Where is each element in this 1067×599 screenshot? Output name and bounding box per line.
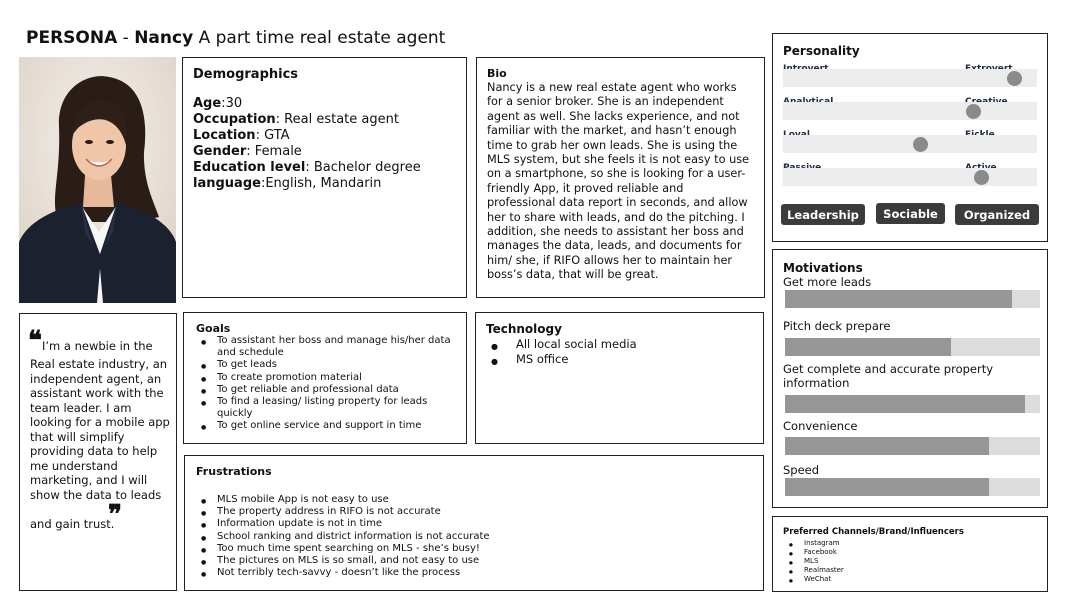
goal-item: ● To create promotion material	[196, 372, 454, 384]
motivation-bar-fill	[785, 290, 1012, 308]
quote-last-line: and gain trust.	[30, 517, 115, 531]
technology-title: Technology	[486, 322, 562, 336]
demographics-separator: :	[246, 144, 255, 159]
motivations-card	[772, 249, 1048, 508]
channel-item: ● WeChat	[783, 575, 1037, 584]
technology-card	[475, 312, 764, 444]
demographics-label: Gender	[193, 144, 247, 159]
demographics-row	[193, 96, 456, 112]
motivation-bar	[785, 437, 1040, 455]
motivation-label: Pitch deck prepare	[783, 319, 891, 333]
channel-item: ● Realmaster	[783, 566, 1037, 575]
channels-list	[783, 539, 1037, 584]
frustrations-card	[184, 455, 764, 591]
demographics-value: GTA	[264, 128, 290, 143]
motivation-label: Get complete and accurate property information	[783, 362, 994, 390]
open-quote-icon: ❝	[28, 326, 42, 356]
close-quote-icon: ❞	[108, 500, 122, 530]
frustrations-list	[196, 494, 752, 579]
motivation-label: Speed	[783, 463, 820, 477]
demographics-list	[193, 96, 456, 192]
persona-portrait-image	[19, 57, 176, 303]
technology-item: ● MS office	[486, 352, 753, 367]
trait-tag-leadership: Leadership	[781, 204, 865, 225]
channel-item: ● Instagram	[783, 539, 1037, 548]
demographics-row	[193, 160, 456, 176]
title-separator: -	[117, 28, 135, 48]
personality-slider-track	[783, 168, 1037, 186]
motivation-label: Get more leads	[783, 275, 872, 289]
motivation-bar	[785, 395, 1040, 413]
goal-item: ● To get leads	[196, 359, 454, 371]
demographics-label: Occupation	[193, 112, 276, 127]
quote-card	[19, 313, 177, 591]
trait-tag-organized: Organized	[955, 204, 1039, 225]
persona-photo	[19, 57, 176, 303]
bio-title: Bio	[487, 67, 507, 80]
goal-item: ● To find a leasing/ listing property for leads quickly	[196, 396, 454, 420]
motivation-bar	[785, 290, 1040, 308]
personality-slider-knob	[1007, 71, 1022, 86]
quote-first-line: I’m a newbie in the	[42, 339, 153, 353]
personality-slider-track	[783, 69, 1037, 87]
demographics-separator: :	[275, 112, 285, 127]
motivation-bar-fill	[785, 478, 989, 496]
frustration-item: ● MLS mobile App is not easy to use	[196, 494, 752, 506]
frustrations-title: Frustrations	[196, 465, 272, 478]
frustration-item: ● The property address in RIFO is not accurate	[196, 506, 752, 518]
demographics-separator: :	[221, 96, 226, 111]
demographics-value: 30	[225, 96, 243, 111]
personality-slider-knob	[966, 104, 981, 119]
demographics-separator: :	[260, 176, 266, 191]
goals-list	[196, 335, 454, 433]
motivations-title: Motivations	[783, 261, 863, 275]
frustration-item: ● Not terribly tech-savvy - doesn’t like the process	[196, 567, 752, 579]
demographics-value: Female	[254, 144, 302, 159]
personality-card	[772, 33, 1048, 242]
demographics-title: Demographics	[193, 67, 299, 82]
personality-slider-track	[783, 102, 1037, 120]
frustration-item: ● School ranking and district information is not accurate	[196, 531, 752, 543]
motivation-label: Convenience	[783, 419, 858, 433]
trait-tag-sociable: Sociable	[876, 203, 945, 224]
persona-name: Nancy	[134, 28, 194, 48]
frustration-item: ● The pictures on MLS is so small, and not easy to use	[196, 555, 752, 567]
demographics-value: Bachelor degree	[313, 160, 421, 175]
demographics-row	[193, 128, 456, 144]
channel-item: ● MLS	[783, 557, 1037, 566]
demographics-separator: :	[255, 128, 265, 143]
persona-label: PERSONA	[26, 28, 118, 48]
channels-card	[772, 516, 1048, 592]
bio-card	[476, 57, 765, 298]
goals-title: Goals	[196, 322, 231, 335]
demographics-separator: :	[305, 160, 314, 175]
personality-slider-track	[783, 135, 1037, 153]
quote-body: Real estate industry, an independent agent, an assistant work with the team leader. I am looking for a mobile app that will simplify providing data to help me understand marketing, and I will show the data to leads	[30, 357, 170, 502]
frustration-item: ● Information update is not in time	[196, 518, 752, 530]
motivation-bar	[785, 478, 1040, 496]
motivation-bar	[785, 338, 1040, 356]
demographics-label: language	[193, 176, 261, 191]
goal-item: ● To assistant her boss and manage his/her data and schedule	[196, 335, 454, 359]
goals-card	[183, 312, 467, 444]
goal-item: ● To get online service and support in time	[196, 420, 454, 432]
demographics-label: Location	[193, 128, 256, 143]
personality-slider-knob	[974, 170, 989, 185]
personality-slider-knob	[913, 137, 928, 152]
demographics-card	[182, 57, 467, 298]
bio-text: Nancy is a new real estate agent who works for a senior broker. She is an independent agent as well. She lacks experience, and not familiar with the market, and hasn’t enough time to grab her own leads. She is using the MLS system, but she feels it is not easy to use on a smartphone, so she is looking for a user-friendly App, it proved reliable and professional data report in seconds, and allow her to share with leads, and do the pitching. I addition, she needs to assistant her boss and manages the data, leads, and documents for him/ she, if RIFO allows her to maintain her boss’s data, that will be great.	[487, 81, 750, 282]
frustration-item: ● Too much time spent searching on MLS - she’s busy!	[196, 543, 752, 555]
demographics-row	[193, 144, 456, 160]
demographics-value: Real estate agent	[284, 112, 399, 127]
technology-list	[486, 337, 753, 366]
demographics-label: Education level	[193, 160, 306, 175]
technology-item: ● All local social media	[486, 337, 753, 352]
channels-title: Preferred Channels/Brand/Influencers	[783, 527, 964, 537]
motivation-bar-fill	[785, 437, 989, 455]
demographics-label: Age	[193, 96, 222, 111]
demographics-row	[193, 112, 456, 128]
demographics-row	[193, 176, 456, 192]
persona-tagline: A part time real estate agent	[193, 28, 446, 48]
channel-item: ● Facebook	[783, 548, 1037, 557]
motivation-bar-fill	[785, 338, 951, 356]
motivation-bar-fill	[785, 395, 1025, 413]
page-title	[26, 28, 445, 48]
personality-title: Personality	[783, 44, 860, 58]
goal-item: ● To get reliable and professional data	[196, 384, 454, 396]
demographics-value: English, Mandarin	[265, 176, 382, 191]
